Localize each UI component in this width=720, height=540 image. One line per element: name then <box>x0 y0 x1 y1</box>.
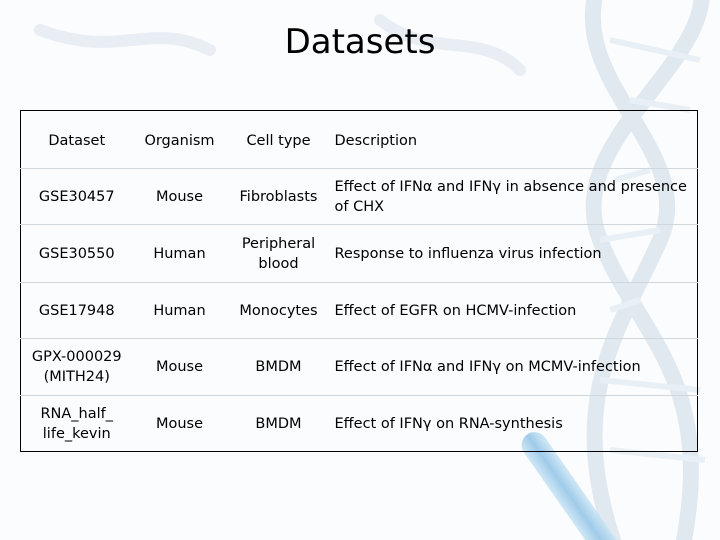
table-row <box>21 283 698 339</box>
cell-cell-type: Fibroblasts <box>227 169 331 225</box>
table-row <box>21 225 698 283</box>
table-row <box>21 169 698 225</box>
header-row <box>21 111 698 169</box>
header-organism: Organism <box>133 111 227 169</box>
cell-description: Effect of IFNα and IFNγ on MCMV-infection <box>331 339 698 396</box>
cell-organism: Mouse <box>133 339 227 396</box>
cell-cell-type: Peripheral blood <box>227 225 331 283</box>
cell-description: Response to influenza virus infection <box>331 225 698 283</box>
cell-description: Effect of IFNγ on RNA-synthesis <box>334 415 563 432</box>
cell-organism: Human <box>133 283 227 339</box>
cell-dataset: GSE30457 <box>21 169 133 225</box>
cell-dataset: RNA_half_ life_kevin <box>40 405 114 442</box>
cell-dataset: GSE17948 <box>21 283 133 339</box>
cell-organism: Mouse <box>155 415 204 432</box>
header-description: Description <box>331 111 698 169</box>
datasets-table <box>20 110 698 452</box>
cell-dataset: GSE30550 <box>21 225 133 283</box>
header-cell-type: Cell type <box>227 111 331 169</box>
cell-organism: Human <box>133 225 227 283</box>
table-row <box>21 396 698 452</box>
cell-cell-type: Monocytes <box>227 283 331 339</box>
cell-cell-type: BMDM <box>227 339 331 396</box>
cell-cell-type: BMDM <box>255 415 302 432</box>
cell-dataset: GPX-000029 (MITH24) <box>21 339 133 396</box>
cell-description: Effect of EGFR on HCMV-infection <box>331 283 698 339</box>
slide-title: Datasets <box>284 22 436 62</box>
cell-description: Effect of IFNα and IFNγ in absence and presence of CHX <box>331 169 698 225</box>
cell-organism: Mouse <box>133 169 227 225</box>
table-row <box>21 339 698 396</box>
header-dataset: Dataset <box>21 111 133 169</box>
